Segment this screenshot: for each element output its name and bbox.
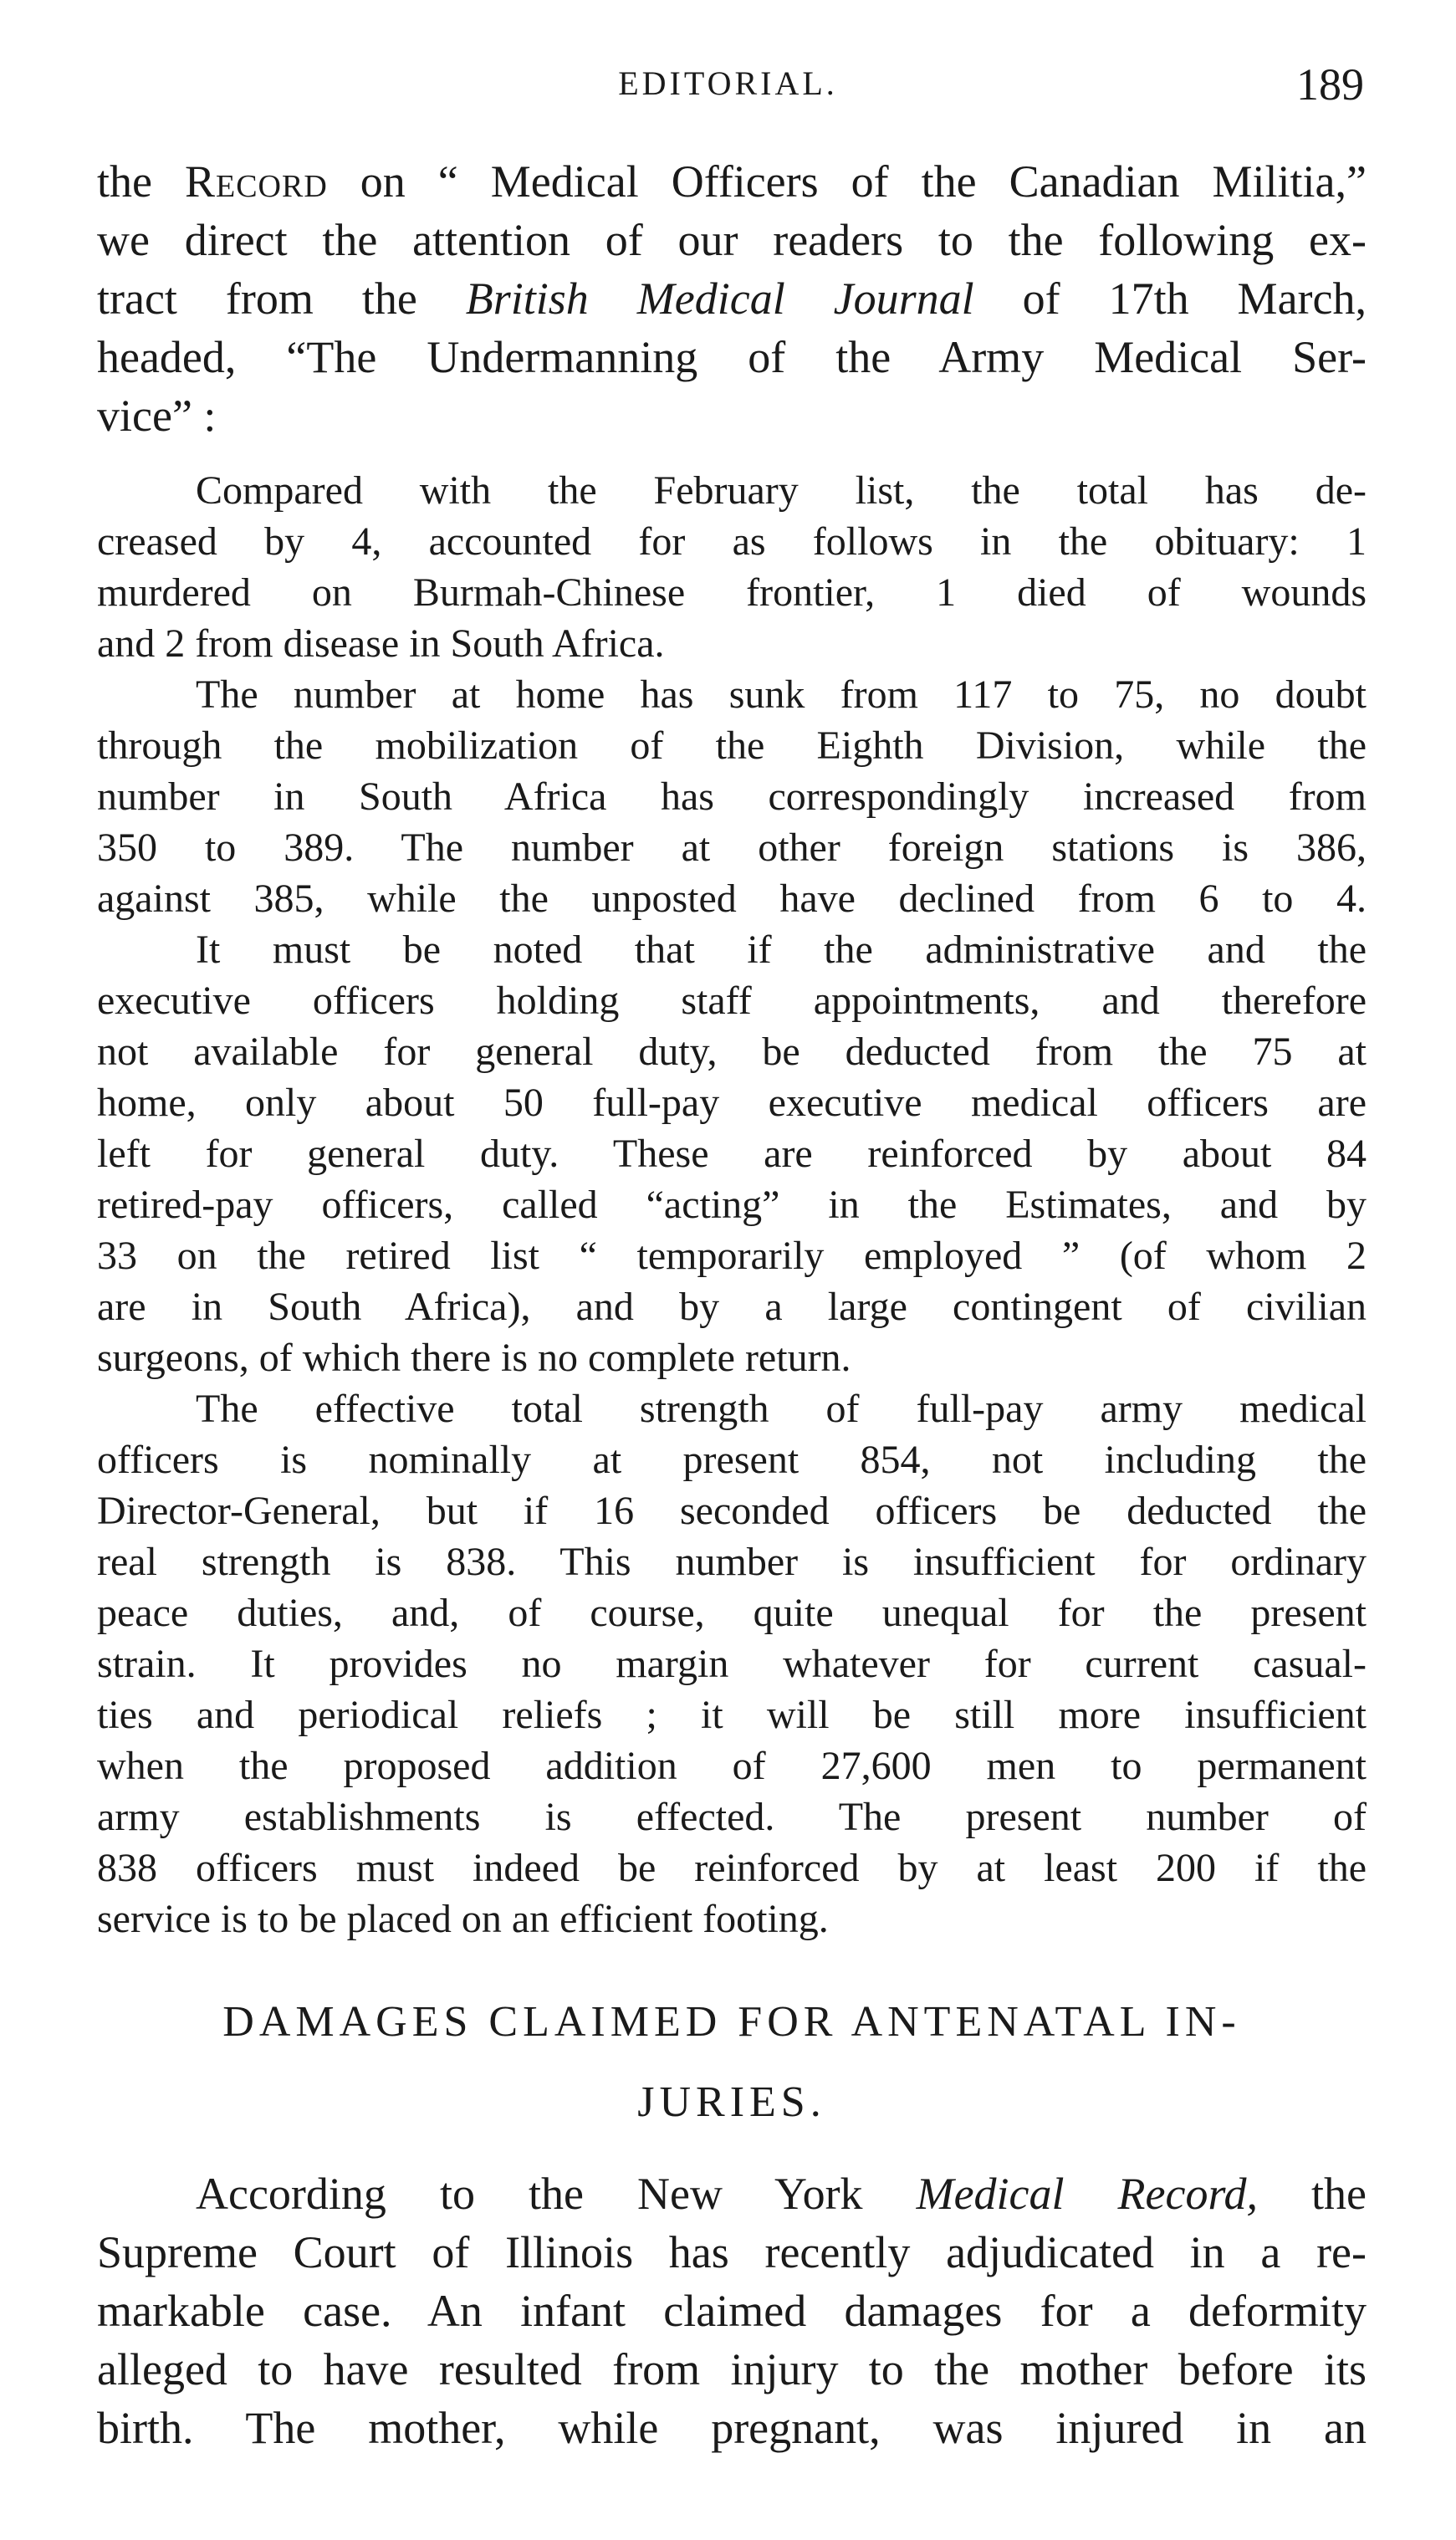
text-line: peace duties, and, of course, quite unequal for the present xyxy=(97,1591,1367,1635)
intro-paragraph xyxy=(97,152,1367,445)
text-line: creased by 4, accounted for as follows in the obituary: 1 xyxy=(97,519,1367,564)
text-line: through the mobilization of the Eighth Division, while the xyxy=(97,723,1367,768)
text-line: against 385, while the unposted have declined from 6 to 4. xyxy=(97,876,1367,921)
heading-line: JURIES. xyxy=(637,2078,826,2126)
section-heading xyxy=(97,1982,1367,2143)
text-line: surgeons, of which there is no complete return. xyxy=(97,1336,851,1380)
text-line: The number at home has sunk from 117 to 75, no doubt xyxy=(196,672,1367,717)
text-line: not available for general duty, be deducted from the 75 at xyxy=(97,1030,1367,1074)
text-line: we direct the attention of our readers to the following ex- xyxy=(97,215,1367,265)
quoted-extract xyxy=(97,465,1367,1945)
page-number: 189 xyxy=(1296,59,1364,110)
text-line: retired-pay officers, called “acting” in the Estimates, and by xyxy=(97,1183,1367,1227)
text-line: 33 on the retired list “ temporarily employed ” (of whom 2 xyxy=(97,1234,1367,1278)
text-line: officers is nominally at present 854, not including the xyxy=(97,1438,1367,1482)
running-head xyxy=(0,59,1456,117)
text-line: army establishments is effected. The present number of xyxy=(97,1795,1367,1839)
text-line: alleged to have resulted from injury to the mother before its xyxy=(97,2344,1367,2394)
text-line: 350 to 389. The number at other foreign stations is 386, xyxy=(97,825,1367,870)
text-line: the Record on “ Medical Officers of the Canadian Militia,” xyxy=(97,156,1367,207)
text-line: executive officers holding staff appointments, and therefore xyxy=(97,979,1367,1023)
running-title: EDITORIAL. xyxy=(618,64,838,102)
text-line: when the proposed addition of 27,600 men to permanent xyxy=(97,1744,1367,1788)
section-paragraph xyxy=(97,2164,1367,2457)
text-line: home, only about 50 full-pay executive medical officers are xyxy=(97,1081,1367,1125)
text-line: ties and periodical reliefs ; it will be still more insufficient xyxy=(97,1693,1367,1737)
text-line: Supreme Court of Illinois has recently adjudicated in a re- xyxy=(97,2227,1367,2277)
text-line: service is to be placed on an efficient footing. xyxy=(97,1897,829,1941)
heading-line: DAMAGES CLAIMED FOR ANTENATAL IN- xyxy=(222,1998,1241,2046)
text-line: tract from the British Medical Journal of 17th March, xyxy=(97,273,1367,324)
text-line: birth. The mother, while pregnant, was injured in an xyxy=(97,2403,1367,2453)
text-line: real strength is 838. This number is insufficient for ordinary xyxy=(97,1540,1367,1584)
text-line: are in South Africa), and by a large contingent of civilian xyxy=(97,1285,1367,1329)
text-line: According to the New York Medical Record, the xyxy=(196,2169,1367,2219)
text-line: strain. It provides no margin whatever for current casual- xyxy=(97,1642,1367,1686)
text-line: murdered on Burmah-Chinese frontier, 1 died of wounds xyxy=(97,570,1367,615)
journal-title-italic: Medical Record, xyxy=(916,2169,1258,2219)
text-line: vice” : xyxy=(97,391,217,441)
text-line: left for general duty. These are reinforced by about 84 xyxy=(97,1132,1367,1176)
text-line: It must be noted that if the administrative and the xyxy=(196,928,1367,972)
text-line: and 2 from disease in South Africa. xyxy=(97,621,665,666)
text-line: The effective total strength of full-pay army medical xyxy=(196,1387,1367,1431)
text-line: markable case. An infant claimed damages for a deformity xyxy=(97,2286,1367,2336)
journal-title-italic: British Medical Journal xyxy=(465,273,974,324)
journal-name-smallcaps: Record xyxy=(184,156,328,207)
text-line: number in South Africa has correspondingly increased from xyxy=(97,774,1367,819)
text-line: headed, “The Undermanning of the Army Medical Ser- xyxy=(97,332,1367,382)
text-line: Compared with the February list, the total has de- xyxy=(196,468,1367,513)
text-line: 838 officers must indeed be reinforced by at least 200 if the xyxy=(97,1846,1367,1890)
text-line: Director-General, but if 16 seconded officers be deducted the xyxy=(97,1489,1367,1533)
